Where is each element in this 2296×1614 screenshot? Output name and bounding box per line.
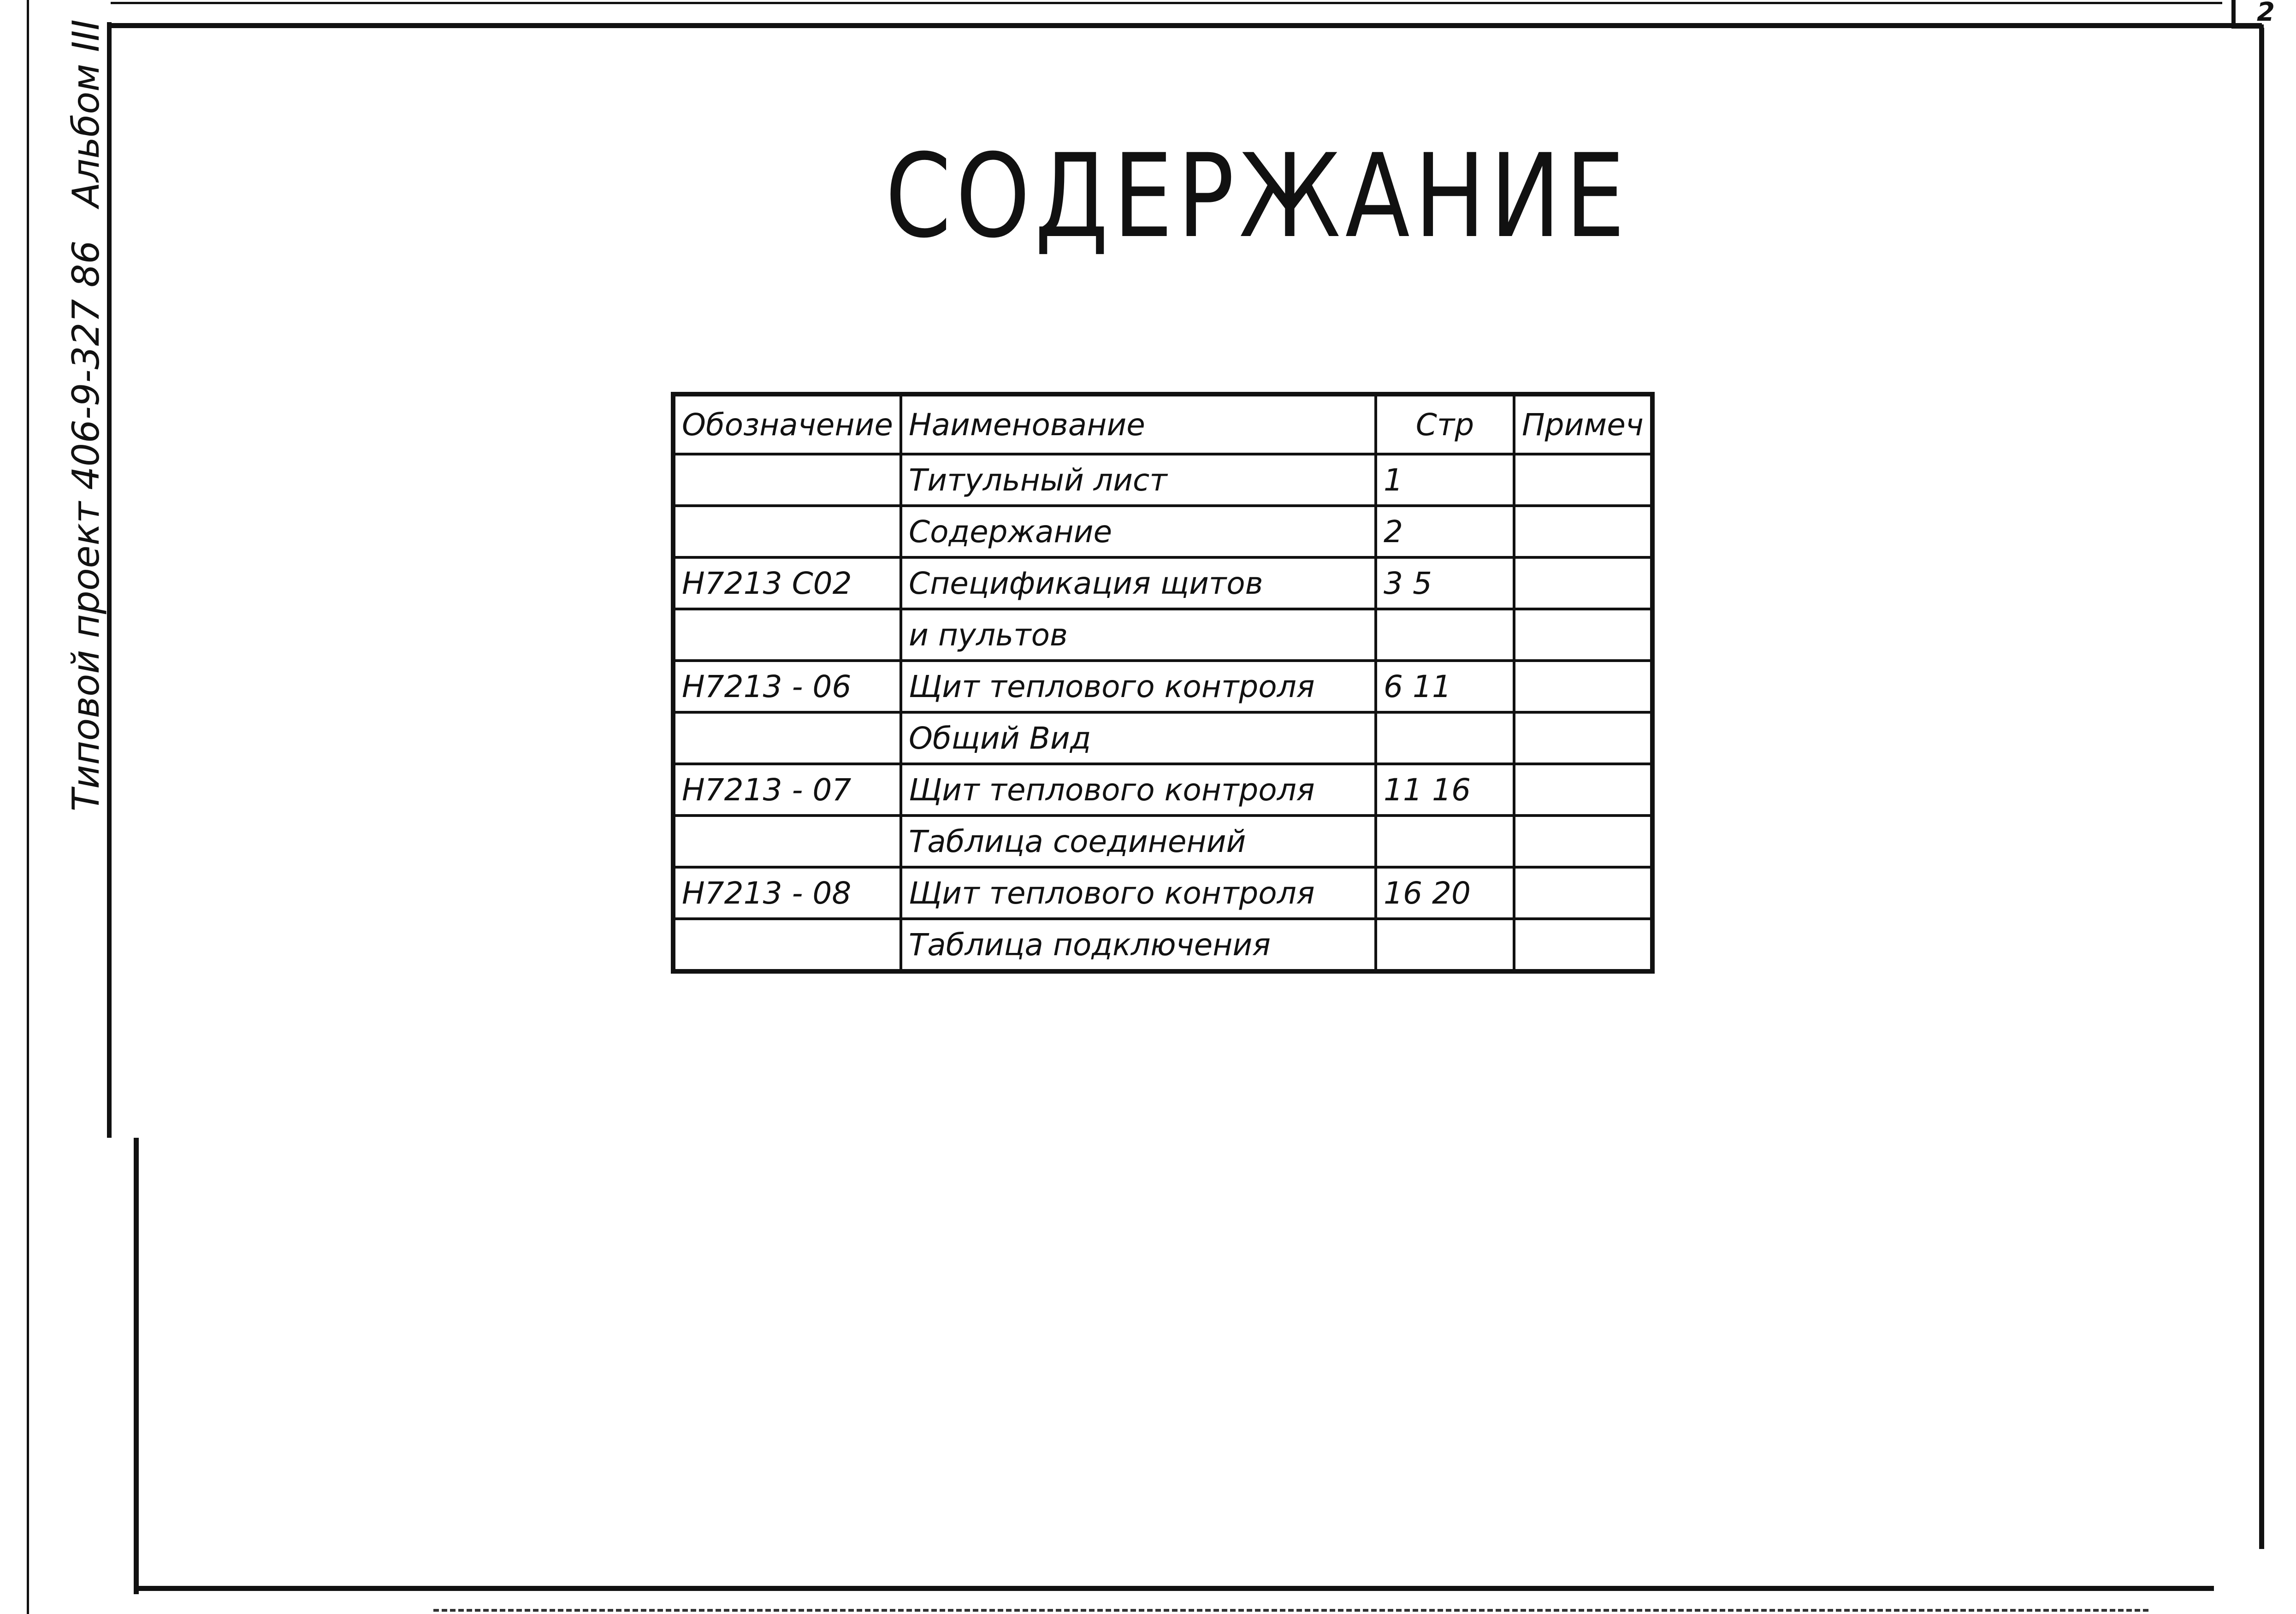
cell-page [1376, 816, 1514, 867]
header-page: Стр [1376, 394, 1514, 454]
cell-code: Н7213 - 08 [673, 867, 901, 919]
cell-name: Таблица подключения [901, 919, 1376, 971]
table-row [673, 557, 1652, 609]
cell-code [673, 712, 901, 764]
cell-name: Таблица соединений [901, 816, 1376, 867]
cell-code [673, 816, 901, 867]
header-code: Обозначение [673, 394, 901, 454]
contents-table [671, 392, 1655, 974]
page-number: 2 [2257, 0, 2275, 27]
table-row [673, 506, 1652, 557]
cell-note [1514, 919, 1652, 971]
cell-code: Н7213 С02 [673, 557, 901, 609]
cell-page [1376, 712, 1514, 764]
cell-page: 11 16 [1376, 764, 1514, 816]
cell-name: Общий Вид [901, 712, 1376, 764]
cell-name: Щит теплового контроля [901, 867, 1376, 919]
cell-code [673, 609, 901, 661]
cell-page: 3 5 [1376, 557, 1514, 609]
cell-page: 2 [1376, 506, 1514, 557]
cell-page [1376, 609, 1514, 661]
table-header-row [673, 394, 1652, 454]
cell-note [1514, 506, 1652, 557]
frame-left-border-lower [134, 1138, 139, 1594]
table-row [673, 609, 1652, 661]
cell-page: 16 20 [1376, 867, 1514, 919]
cell-name: Содержание [901, 506, 1376, 557]
table-row [673, 712, 1652, 764]
cell-page: 1 [1376, 454, 1514, 506]
cell-page [1376, 919, 1514, 971]
page-edge-left [27, 0, 29, 1614]
cell-note [1514, 816, 1652, 867]
cell-name: Щит теплового контроля [901, 764, 1376, 816]
cell-note [1514, 609, 1652, 661]
table-row [673, 919, 1652, 971]
table-row [673, 661, 1652, 712]
cell-page: 6 11 [1376, 661, 1514, 712]
table-row [673, 816, 1652, 867]
cell-code [673, 919, 901, 971]
frame-bottom-border [135, 1586, 2214, 1591]
page-edge-top [111, 2, 2222, 4]
frame-top-border [109, 23, 2262, 28]
cell-code: Н7213 - 06 [673, 661, 901, 712]
frame-right-border [2259, 28, 2264, 1549]
cell-name: и пультов [901, 609, 1376, 661]
cell-note [1514, 661, 1652, 712]
side-label [65, 0, 124, 811]
bottom-stamp-lines [433, 1609, 2148, 1612]
table-row [673, 454, 1652, 506]
table-row [673, 867, 1652, 919]
cell-name: Щит теплового контроля [901, 661, 1376, 712]
side-label-album: Альбом III [65, 19, 107, 207]
header-note: Примеч [1514, 394, 1652, 454]
cell-note [1514, 712, 1652, 764]
cell-note [1514, 867, 1652, 919]
cell-name: Титульный лист [901, 454, 1376, 506]
cell-note [1514, 454, 1652, 506]
cell-code [673, 506, 901, 557]
header-name: Наименование [901, 394, 1376, 454]
side-label-project: Типовой проект 406-9-327 86 [65, 240, 107, 811]
cell-code [673, 454, 901, 506]
cell-note [1514, 764, 1652, 816]
cell-name: Спецификация щитов [901, 557, 1376, 609]
cell-note [1514, 557, 1652, 609]
table-row [673, 764, 1652, 816]
page-title: СОДЕРЖАНИЕ [885, 129, 1630, 263]
cell-code: Н7213 - 07 [673, 764, 901, 816]
